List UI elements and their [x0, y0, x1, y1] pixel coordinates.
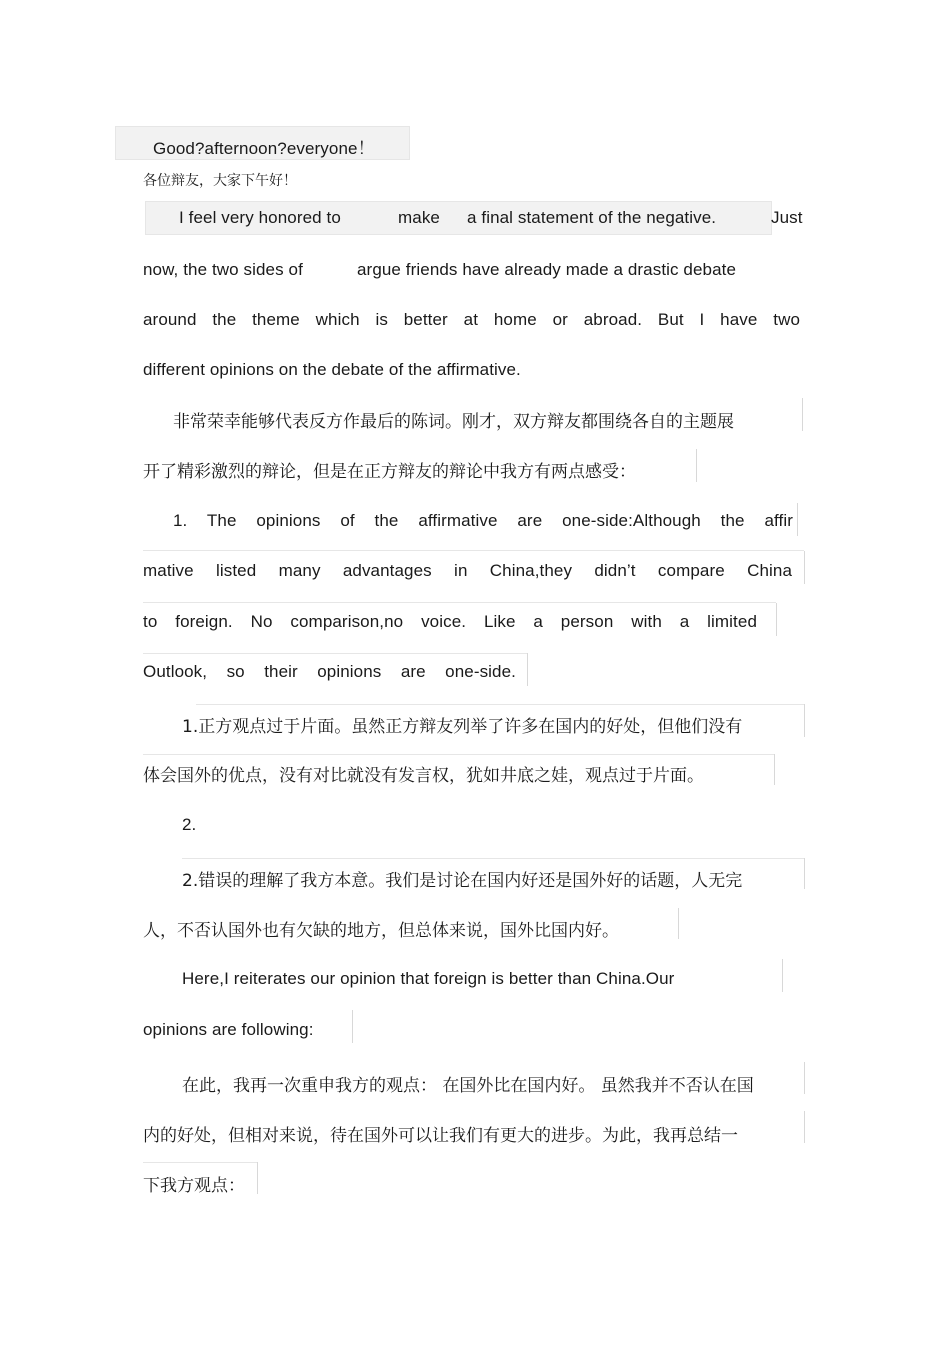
greeting-chinese: 各位辩友，大家下午好！ — [143, 173, 297, 189]
point2-cn-line2: 人，不否认国外也有欠缺的地方，但总体来说，国外比国内好。 — [143, 921, 619, 941]
point1-cn-line1: 1.正方观点过于片面。虽然正方辩友列举了许多在国内的好处，但他们没有 — [182, 717, 743, 737]
divider — [804, 704, 805, 737]
divider — [797, 503, 798, 536]
point1-cn-line2: 体会国外的优点，没有对比就没有发言权，犹如井底之娃，观点过于片面。 — [143, 766, 704, 786]
divider — [804, 858, 805, 889]
divider — [182, 858, 804, 859]
divider — [143, 1162, 257, 1163]
reiterate-cn-line1: 在此，我再一次重申我方的观点： 在国外比在国内好。 虽然我并不否认在国 — [182, 1076, 754, 1096]
para1-line1-c: a final statement of the negative. — [467, 208, 717, 227]
divider — [143, 653, 527, 654]
divider — [678, 908, 679, 939]
divider — [143, 550, 804, 551]
para1-cn-line2: 开了精彩激烈的辩论，但是在正方辩友的辩论中我方有两点感受： — [143, 462, 636, 482]
divider — [804, 551, 805, 584]
divider — [527, 653, 528, 686]
para1-line2-a: now, the two sides of — [143, 260, 303, 279]
para1-line1-a: I feel very honored to — [179, 208, 341, 227]
para1-line4: different opinions on the debate of the affirmative. — [143, 360, 521, 379]
divider — [804, 1062, 805, 1094]
para1-line1-d: Just — [771, 208, 803, 227]
para1-line3: around the theme which is better at home or abroad. But I have two — [143, 310, 800, 329]
divider — [782, 959, 783, 992]
reiterate-cn-line3: 下我方观点： — [143, 1176, 245, 1196]
divider — [143, 754, 774, 755]
point1-line3: to foreign. No comparison,no voice. Like a person with a limited — [143, 612, 757, 631]
point2-label: 2. — [182, 815, 197, 834]
point1-line4: Outlook, so their opinions are one-side. — [143, 662, 516, 681]
point1-line1: 1. The opinions of the affirmative are one-side:Although the affir — [173, 511, 793, 530]
divider — [352, 1010, 353, 1043]
divider — [257, 1162, 258, 1194]
reiterate-line1: Here,I reiterates our opinion that foreign is better than China.Our — [182, 969, 675, 988]
para1-cn-line1: 非常荣幸能够代表反方作最后的陈词。刚才，双方辩友都围绕各自的主题展 — [173, 412, 734, 432]
point1-line2: mative listed many advantages in China,they didn’t compare China — [143, 561, 792, 580]
reiterate-line2: opinions are following: — [143, 1020, 314, 1039]
divider — [776, 603, 777, 636]
greeting-english: Good?afternoon?everyone！ — [153, 139, 375, 158]
point2-cn-line1: 2.错误的理解了我方本意。我们是讨论在国内好还是国外好的话题，人无完 — [182, 871, 743, 891]
divider — [804, 1111, 805, 1143]
para1-line1-b: make — [398, 208, 440, 227]
reiterate-cn-line2: 内的好处，但相对来说，待在国外可以让我们有更大的进步。为此，我再总结一 — [143, 1126, 738, 1146]
divider — [802, 398, 803, 431]
divider — [143, 602, 776, 603]
divider — [196, 704, 804, 705]
divider — [774, 754, 775, 785]
divider — [696, 449, 697, 482]
para1-line2-b: argue friends have already made a drastic debate — [357, 260, 737, 279]
